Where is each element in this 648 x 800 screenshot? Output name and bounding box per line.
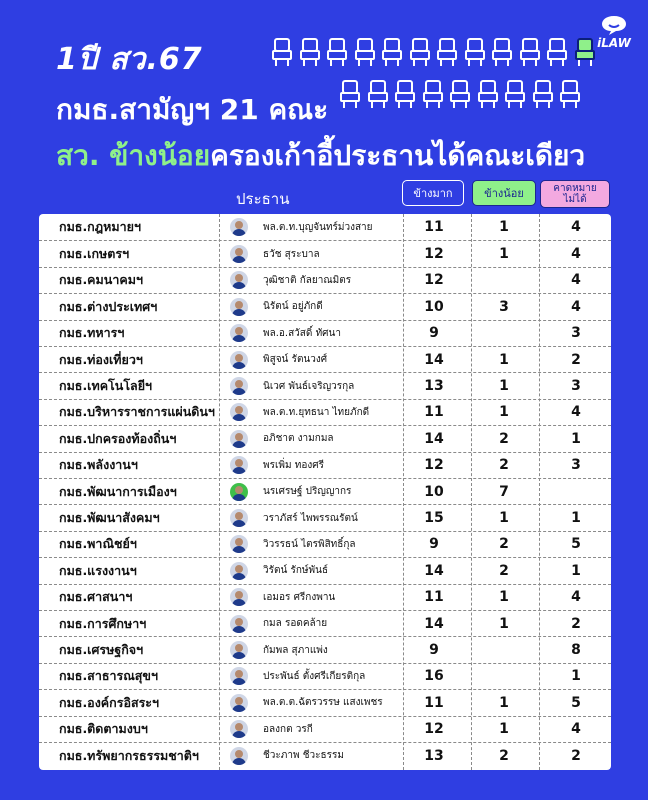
table-row (39, 478, 611, 504)
chair-icon (395, 80, 415, 108)
avatar (230, 403, 248, 421)
unknown-label-line1: คาดหมาย (553, 183, 597, 194)
avatar (230, 483, 248, 501)
unknown-count: 2 (571, 747, 581, 764)
chair-photo (230, 585, 248, 610)
minority-count: 2 (499, 562, 509, 579)
chair-photo (230, 241, 248, 266)
unknown-count: 2 (571, 351, 581, 368)
committee-name: กมธ.ทรัพยากรธรรมชาติฯ (59, 747, 199, 763)
chair-photo (230, 637, 248, 662)
unknown-count: 4 (571, 298, 581, 315)
avatar (230, 667, 248, 685)
chair-icon (575, 38, 595, 66)
majority-count: 14 (424, 562, 444, 579)
committee-name: กมธ.แรงงานฯ (59, 562, 137, 578)
committee-name: กมธ.พาณิชย์ฯ (59, 536, 137, 552)
majority-count: 13 (424, 378, 444, 395)
unknown-count: 5 (571, 694, 581, 711)
table-row (39, 452, 611, 478)
minority-count: 2 (499, 747, 509, 764)
chair-name: วุฒิชาติ กัลยาณมิตร (263, 274, 352, 286)
table-row (39, 240, 611, 266)
minority-count: 1 (499, 721, 509, 738)
avatar (230, 562, 248, 580)
table-row (39, 399, 611, 425)
committee-name: กมธ.ติดตามงบฯ (59, 721, 148, 737)
chair-photo (230, 268, 248, 293)
unknown-count: 5 (571, 536, 581, 553)
table-row (39, 663, 611, 689)
chair-photo (230, 690, 248, 715)
chair-icon (368, 80, 388, 108)
majority-count: 10 (424, 298, 444, 315)
chair-icon (547, 38, 567, 66)
chair-name: วิรัตน์ รักษ์พันธ์ (263, 565, 329, 577)
committee-name: กมธ.ทหารฯ (59, 325, 125, 341)
majority-count: 15 (424, 510, 444, 527)
minority-count (473, 664, 535, 689)
chair-photo (230, 321, 248, 346)
title-headline (56, 134, 585, 178)
unknown-count: 3 (571, 378, 581, 395)
chair-icon (382, 38, 402, 66)
chair-icon (560, 80, 580, 108)
avatar (230, 615, 248, 633)
chair-photo (230, 400, 248, 425)
committee-name: กมธ.ท่องเที่ยวฯ (59, 351, 143, 367)
table-row (39, 372, 611, 398)
majority-count: 11 (424, 589, 444, 606)
avatar (230, 351, 248, 369)
unknown-count: 3 (571, 325, 581, 342)
table-row (39, 531, 611, 557)
chair-name: นรเศรษฐ์ ปริญญากร (263, 486, 352, 498)
majority-count: 12 (424, 721, 444, 738)
chair-icon (423, 80, 443, 108)
title-committees: กมธ.สามัญฯ 21 คณะ (56, 93, 329, 126)
chair-icon (300, 38, 320, 66)
chair-name: ประพันธ์ ตั้งศรีเกียรติกุล (263, 670, 366, 682)
committee-name: กมธ.ปกครองท้องถิ่นฯ (59, 430, 177, 446)
chair-icon (533, 80, 553, 108)
chair-name: วราภัสร์ ไพพรรณรัตน์ (263, 512, 358, 524)
avatar (230, 324, 248, 342)
chair-name: กมล รอดคล้าย (263, 618, 328, 630)
title-highlight: สว. ข้างน้อย (56, 139, 211, 172)
table-row (39, 214, 611, 240)
table-row (39, 689, 611, 715)
minority-count: 1 (499, 510, 509, 527)
unknown-count: 4 (571, 589, 581, 606)
committee-name: กมธ.องค์กรอิสระฯ (59, 694, 160, 710)
unknown-count: 4 (571, 246, 581, 263)
unknown-label (553, 183, 596, 205)
unknown-count: 1 (571, 668, 581, 685)
minority-count: 1 (499, 694, 509, 711)
committee-name: กมธ.ศาสนาฯ (59, 589, 133, 605)
table-row (39, 742, 611, 768)
chair-name: อภิชาต งามกมล (263, 433, 334, 445)
committee-table (39, 214, 611, 770)
chair-name: พล.ต.ท.ยุทธนา ไทยภักดี (263, 406, 370, 418)
chair-photo (230, 426, 248, 451)
unknown-count: 1 (571, 430, 581, 447)
table-row (39, 293, 611, 319)
minority-count (473, 321, 535, 346)
avatar (230, 456, 248, 474)
chair-photo (230, 373, 248, 398)
majority-count: 11 (424, 694, 444, 711)
chair-icon (478, 80, 498, 108)
avatar (230, 641, 248, 659)
column-header-minority: ข้างน้อย (472, 180, 536, 206)
chair-photo (230, 532, 248, 557)
logo-text: iLAW (597, 36, 631, 50)
title-year: 1ปี สว.67 (56, 42, 203, 77)
table-row (39, 716, 611, 742)
chair-icon (272, 38, 292, 66)
majority-count: 14 (424, 430, 444, 447)
minority-count (473, 268, 535, 293)
chair-photo (230, 611, 248, 636)
table-row (39, 504, 611, 530)
avatar (230, 430, 248, 448)
committee-name: กมธ.เศรษฐกิจฯ (59, 642, 144, 658)
table-row (39, 584, 611, 610)
committee-name: กมธ.การศึกษาฯ (59, 615, 147, 631)
unknown-count: 1 (571, 510, 581, 527)
title-rest: ครองเก้าอี้ประธานได้คณะเดียว (210, 139, 586, 172)
chair-icon (505, 80, 525, 108)
chair-name: กัมพล สุภาแพ่ง (263, 644, 328, 656)
minority-count (473, 637, 535, 662)
table-row (39, 610, 611, 636)
table-row (39, 346, 611, 372)
committee-name: กมธ.คมนาคมฯ (59, 272, 143, 288)
majority-count: 13 (424, 747, 444, 764)
chair-icon (410, 38, 430, 66)
majority-count: 11 (424, 404, 444, 421)
chair-name: พล.ต.ท.บุญจันทร์ม่วงสาย (263, 221, 373, 233)
avatar (230, 377, 248, 395)
minority-count: 1 (499, 246, 509, 263)
avatar (230, 588, 248, 606)
chair-icon (355, 38, 375, 66)
chair-name: พล.อ.สวัสดิ์ ทัศนา (263, 327, 341, 339)
avatar (230, 245, 248, 263)
majority-count: 11 (424, 219, 444, 236)
chair-icon (327, 38, 347, 66)
majority-count: 10 (424, 483, 444, 500)
chair-name: ชีวะภาพ ชีวะธรรม (263, 750, 344, 762)
column-header-unknown (540, 180, 610, 208)
minority-count: 2 (499, 457, 509, 474)
table-row (39, 267, 611, 293)
minority-count: 1 (499, 219, 509, 236)
majority-count: 9 (429, 642, 439, 659)
unknown-count: 2 (571, 615, 581, 632)
committee-name: กมธ.สาธารณสุขฯ (59, 668, 158, 684)
chair-photo (230, 214, 248, 240)
minority-count: 2 (499, 430, 509, 447)
chair-name: พล.ต.ต.ฉัตรวรรษ แสงเพชร (263, 697, 383, 709)
avatar (230, 271, 248, 289)
minority-count: 3 (499, 298, 509, 315)
chair-icon (492, 38, 512, 66)
chair-name: นิรัตน์ อยู่ภักดี (263, 301, 323, 313)
unknown-count (542, 479, 610, 504)
chair-photo (230, 294, 248, 319)
committee-name: กมธ.ต่างประเทศฯ (59, 298, 158, 314)
majority-count: 16 (424, 668, 444, 685)
chair-photo (230, 347, 248, 372)
table-row (39, 557, 611, 583)
unknown-count: 4 (571, 272, 581, 289)
committee-name: กมธ.พัฒนาสังคมฯ (59, 510, 160, 526)
unknown-label-line2: ไม่ได้ (563, 194, 587, 205)
unknown-count: 3 (571, 457, 581, 474)
unknown-count: 8 (571, 642, 581, 659)
avatar (230, 218, 248, 236)
chair-icon (520, 38, 540, 66)
minority-count: 1 (499, 404, 509, 421)
table-row (39, 636, 611, 662)
unknown-count: 1 (571, 562, 581, 579)
majority-count: 9 (429, 325, 439, 342)
committee-name: กมธ.พัฒนาการเมืองฯ (59, 483, 177, 499)
chair-photo (230, 743, 248, 768)
table-row (39, 320, 611, 346)
committee-name: กมธ.พลังงานฯ (59, 457, 138, 473)
committee-name: กมธ.บริหารราชการแผ่นดินฯ (59, 404, 215, 420)
unknown-count: 4 (571, 219, 581, 236)
minority-count: 2 (499, 536, 509, 553)
chair-icon (340, 80, 360, 108)
chair-name: พรเพิ่ม ทองศรี (263, 459, 324, 471)
chair-icon (465, 38, 485, 66)
chair-name: ธวัช สุระบาล (263, 248, 320, 260)
majority-count: 12 (424, 246, 444, 263)
chair-photo (230, 558, 248, 583)
chair-name: นิเวศ พันธ์เจริญวรกุล (263, 380, 355, 392)
chair-photo (230, 664, 248, 689)
chairs-illustration (272, 38, 602, 118)
majority-count: 9 (429, 536, 439, 553)
avatar (230, 535, 248, 553)
unknown-count: 4 (571, 404, 581, 421)
chair-photo (230, 479, 248, 504)
avatar (230, 509, 248, 527)
chair-photo (230, 717, 248, 742)
minority-count: 1 (499, 589, 509, 606)
chair-name: เอมอร ศรีกงพาน (263, 591, 336, 603)
majority-count: 12 (424, 272, 444, 289)
column-header-chair: ประธาน (236, 190, 290, 208)
chair-name: พิสูจน์ รัตนวงศ์ (263, 354, 328, 366)
speech-bubble-icon (600, 14, 628, 36)
chair-name: วิวรรธน์ ไตรพิสิทธิ์กุล (263, 538, 356, 550)
committee-name: กมธ.เกษตรฯ (59, 246, 130, 262)
committee-name: กมธ.กฎหมายฯ (59, 219, 141, 235)
minority-count: 1 (499, 615, 509, 632)
table-row (39, 425, 611, 451)
avatar (230, 298, 248, 316)
minority-count: 7 (499, 483, 509, 500)
chair-photo (230, 505, 248, 530)
avatar (230, 747, 248, 765)
majority-count: 12 (424, 457, 444, 474)
chair-name: อลงกต วรกี (263, 723, 313, 735)
chair-photo (230, 453, 248, 478)
column-header-majority: ข้างมาก (402, 180, 464, 206)
avatar (230, 694, 248, 712)
majority-count: 14 (424, 615, 444, 632)
unknown-count: 4 (571, 721, 581, 738)
avatar (230, 720, 248, 738)
committee-name: กมธ.เทคโนโลยีฯ (59, 378, 153, 394)
chair-icon (437, 38, 457, 66)
minority-count: 1 (499, 351, 509, 368)
majority-count: 14 (424, 351, 444, 368)
minority-count: 1 (499, 378, 509, 395)
chair-icon (450, 80, 470, 108)
